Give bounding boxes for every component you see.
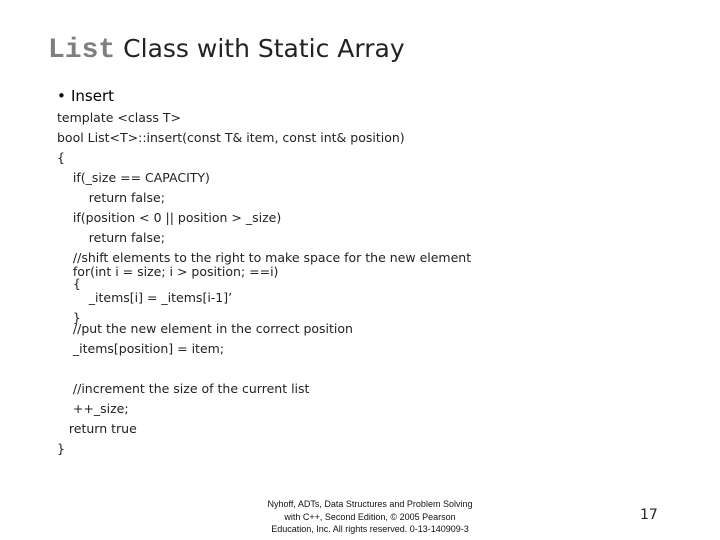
code-line: if(_size == CAPACITY) xyxy=(57,170,210,185)
page-number: 17 xyxy=(640,507,658,523)
code-line: return false; xyxy=(57,190,165,205)
code-line: template <class T> xyxy=(57,110,181,125)
code-line: for(int i = size; i > position; ==i) xyxy=(57,264,279,279)
code-line: { xyxy=(57,150,65,165)
code-line: return false; xyxy=(57,230,165,245)
slide-title xyxy=(48,30,405,69)
bullet-label: Insert xyxy=(71,87,115,105)
code-line: } xyxy=(57,310,81,325)
code-line: ++_size; xyxy=(57,401,129,416)
code-line: if(position < 0 || position > _size) xyxy=(57,210,282,225)
title-code-word: List xyxy=(48,35,116,66)
code-line: { xyxy=(57,276,81,291)
code-line: _items[position] = item; xyxy=(57,341,225,356)
code-line: //put the new element in the correct position xyxy=(57,321,353,336)
footer-citation xyxy=(236,498,504,536)
code-line: } xyxy=(57,441,65,456)
code-line: return true xyxy=(57,421,137,436)
code-line: //increment the size of the current list xyxy=(57,381,310,396)
bullet-item-insert xyxy=(57,86,114,106)
footer-citation-line: with C++, Second Edition, © 2005 Pearson xyxy=(284,511,456,522)
bullet-icon: • xyxy=(57,87,66,105)
footer-citation-line: Nyhoff, ADTs, Data Structures and Problem Solving xyxy=(267,499,473,509)
code-line: _items[i] = _items[i-1]’ xyxy=(57,290,233,305)
code-line: bool List<T>::insert(const T& item, const int& position) xyxy=(57,130,405,145)
footer-citation-line: Education, Inc. All rights reserved. 0-13-140909-3 xyxy=(271,524,469,534)
title-text: Class with Static Array xyxy=(115,34,405,63)
code-line: //shift elements to the right to make space for the new element xyxy=(57,250,472,265)
